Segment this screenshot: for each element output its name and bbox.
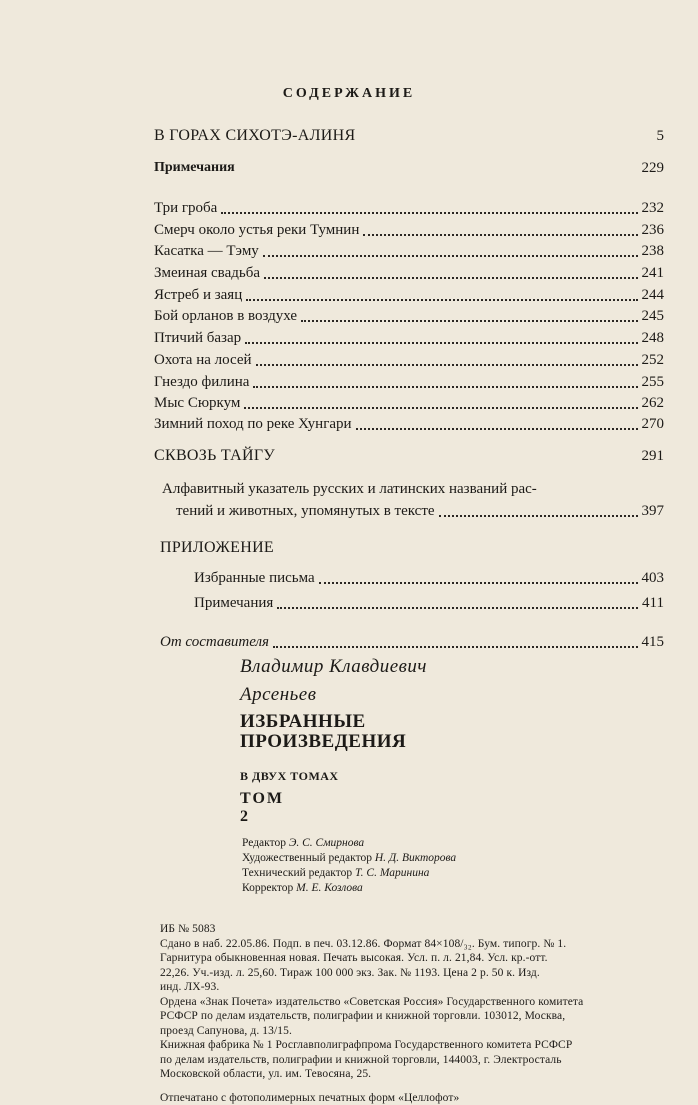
toc-page: 245 (642, 306, 665, 326)
toc-title: Три гроба (154, 198, 217, 218)
printing-note: Отпечатано с фотополимерных печатных форм «Целлофот» (160, 1091, 680, 1105)
toc-item (154, 304, 664, 326)
printer-line: Московской области, ул. им. Тевосяна, 25. (160, 1067, 680, 1082)
toc-page: 403 (642, 568, 665, 588)
toc-item (154, 196, 664, 218)
toc-title: Бой орланов в воздухе (154, 306, 297, 326)
printer-line: по делам издательств, полиграфии и книжной торговли, 144003, г. Электросталь (160, 1053, 680, 1068)
publisher-line: Ордена «Знак Почета» издательство «Советская Россия» Государственного комитета (160, 995, 680, 1010)
toc-item (154, 348, 664, 370)
toc-page: 5 (657, 126, 665, 146)
toc-item (154, 218, 664, 240)
credit-name: Э. С. Смирнова (289, 837, 364, 849)
book-title-line1: ИЗБРАННЫЕ (240, 712, 406, 732)
credit-role: Корректор (242, 882, 293, 894)
toc-item (154, 412, 664, 434)
imprint-block (160, 922, 680, 1105)
credit-name: М. Е. Козлова (296, 882, 363, 894)
credit-role: Художественный редактор (242, 852, 372, 864)
volumes-note: В ДВУХ ТОМАХ (240, 769, 339, 784)
imprint-line: Гарнитура обыкновенная новая. Печать высокая. Усл. п. л. 21,84. Усл. кр.-отт. (160, 951, 680, 966)
imprint-line: Сдано в наб. 22.05.86. Подп. в печ. 03.12.86. Формат 84×108/₃₂. Бум. типогр. № 1. (160, 937, 680, 952)
toc-page: 415 (642, 632, 665, 652)
imprint-ib: ИБ № 5083 (160, 922, 680, 937)
toc-title: От составителя (160, 632, 269, 652)
toc-notes-header (154, 156, 664, 178)
toc-page: 248 (642, 328, 665, 348)
toc-index-line2: тений и животных, упомянутых в тексте (176, 500, 435, 522)
toc-page: 236 (642, 220, 665, 240)
toc-title: Примечания (154, 158, 235, 178)
toc-page: 252 (642, 350, 665, 370)
toc-title: Ястреб и заяц (154, 285, 242, 305)
toc-appendix-title (160, 536, 664, 558)
author-first-name: Владимир Клавдиевич (240, 656, 427, 678)
toc-title: Зимний поход по реке Хунгари (154, 414, 352, 434)
toc-page: 270 (642, 414, 665, 434)
toc-page: 244 (642, 285, 665, 305)
toc-title: Смерч около устья реки Тумнин (154, 220, 359, 240)
credit-line (242, 851, 456, 866)
toc-title: СКВОЗЬ ТАЙГУ (154, 446, 275, 466)
toc-appendix-item (194, 566, 664, 588)
toc-title: Змеиная свадьба (154, 263, 260, 283)
toc-title: Примечания (194, 593, 273, 613)
toc-item (154, 391, 664, 413)
toc-section-2 (154, 444, 664, 466)
credits-block (242, 836, 456, 896)
toc-page: 255 (642, 372, 665, 392)
toc-item (154, 370, 664, 392)
imprint-line: 22,26. Уч.-изд. л. 25,60. Тираж 100 000 экз. Зак. № 1193. Цена 2 р. 50 к. Изд. (160, 966, 680, 981)
toc-title: Касатка — Тэму (154, 241, 259, 261)
contents-heading: СОДЕРЖАНИЕ (0, 86, 698, 102)
volume-label (240, 790, 284, 826)
imprint-line: инд. ЛХ-93. (160, 980, 680, 995)
toc-title: Мыс Сюркум (154, 393, 240, 413)
author-last-name: Арсеньев (240, 684, 316, 706)
toc-appendix-item (194, 591, 664, 613)
toc-page: 232 (642, 198, 665, 218)
credit-line (242, 866, 456, 881)
toc-section-1 (154, 124, 664, 146)
toc-page: 262 (642, 393, 665, 413)
credit-name: Т. С. Маринина (355, 867, 429, 879)
credit-name: Н. Д. Викторова (375, 852, 456, 864)
tom-label: ТОМ (240, 790, 284, 808)
toc-page: 229 (642, 158, 665, 178)
toc-index-line1: Алфавитный указатель русских и латинских названий рас- (162, 478, 664, 500)
toc-item (154, 239, 664, 261)
toc-page: 291 (642, 446, 665, 466)
publisher-line: РСФСР по делам издательств, полиграфии и книжной торговли. 103012, Москва, (160, 1009, 680, 1024)
credit-role: Редактор (242, 837, 286, 849)
toc-item (154, 261, 664, 283)
tom-number: 2 (240, 808, 284, 826)
toc-page: 238 (642, 241, 665, 261)
toc-index-entry (162, 478, 664, 522)
toc-title: Охота на лосей (154, 350, 252, 370)
toc-title: Гнездо филина (154, 372, 249, 392)
toc-item (154, 283, 664, 305)
toc-page: 241 (642, 263, 665, 283)
toc-page: 397 (642, 500, 665, 522)
toc-compiler (160, 630, 664, 652)
toc-title: В ГОРАХ СИХОТЭ-АЛИНЯ (154, 126, 355, 146)
book-title (240, 712, 406, 752)
toc-item (154, 326, 664, 348)
toc-title: Избранные письма (194, 568, 315, 588)
credit-line (242, 836, 456, 851)
printer-line: Книжная фабрика № 1 Росглавполиграфпрома Государственного комитета РСФСР (160, 1038, 680, 1053)
book-title-line2: ПРОИЗВЕДЕНИЯ (240, 732, 406, 752)
toc-title: ПРИЛОЖЕНИЕ (160, 538, 274, 558)
toc-title: Птичий базар (154, 328, 241, 348)
toc-page: 411 (642, 593, 664, 613)
publisher-line: проезд Сапунова, д. 13/15. (160, 1024, 680, 1039)
credit-line (242, 881, 456, 896)
credit-role: Технический редактор (242, 867, 352, 879)
